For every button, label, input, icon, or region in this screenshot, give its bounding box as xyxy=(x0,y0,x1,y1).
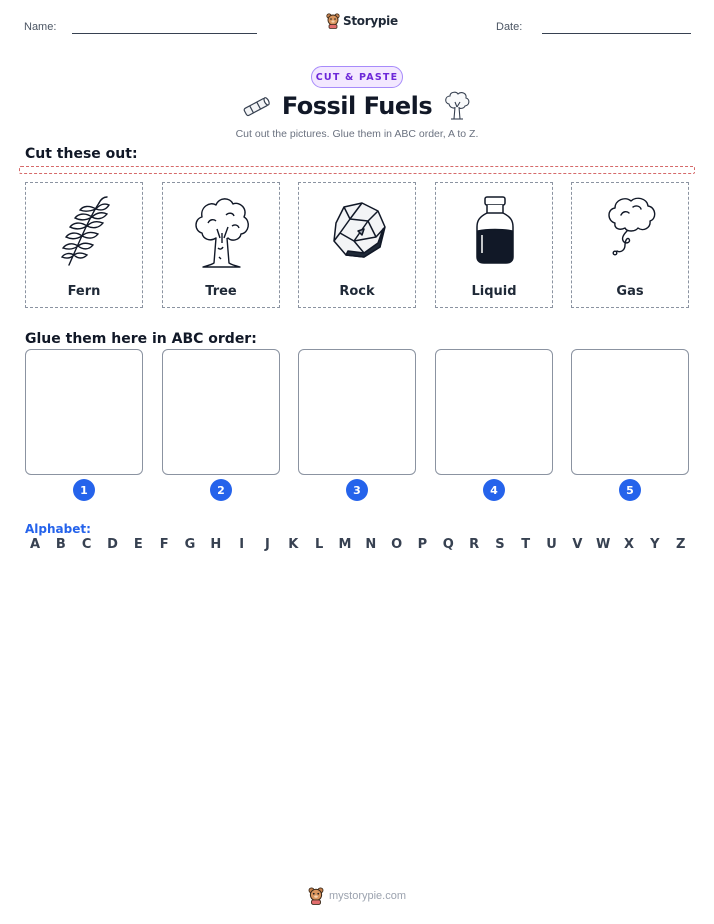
date-line[interactable] xyxy=(542,33,691,34)
footer xyxy=(308,887,406,905)
alphabet-letter: B xyxy=(55,537,66,552)
card-label-gas: Gas xyxy=(616,284,644,299)
alphabet-letter: P xyxy=(417,537,428,552)
number-badge-4: 4 xyxy=(483,479,505,501)
page-title: Fossil Fuels xyxy=(281,92,433,120)
tree-icon xyxy=(192,193,252,273)
alphabet-letter: R xyxy=(469,537,480,552)
number-badge-2: 2 xyxy=(210,479,232,501)
cut-card-rock[interactable] xyxy=(298,182,416,308)
bear-mascot-icon xyxy=(326,13,340,29)
card-label-tree: Tree xyxy=(205,284,237,299)
alphabet-letter: D xyxy=(107,537,118,552)
alphabet-letter: A xyxy=(29,537,41,552)
alphabet-letter: I xyxy=(239,537,245,552)
number-badge-3: 3 xyxy=(346,479,368,501)
alphabet-letter: V xyxy=(572,537,583,552)
alphabet-letter: J xyxy=(265,537,270,552)
alphabet-letter: G xyxy=(184,537,196,552)
gas-cloud-icon xyxy=(601,193,661,273)
cut-card-tree[interactable] xyxy=(162,182,280,308)
cut-card-fern[interactable] xyxy=(25,182,143,308)
cut-card-gas[interactable] xyxy=(571,182,689,308)
number-badge-5: 5 xyxy=(619,479,641,501)
number-badge-1: 1 xyxy=(73,479,95,501)
bear-mascot-icon xyxy=(308,887,324,905)
glue-box-2[interactable] xyxy=(162,349,280,475)
alphabet-letter: F xyxy=(159,537,169,552)
glue-heading: Glue them here in ABC order: xyxy=(25,331,257,347)
cut-heading: Cut these out: xyxy=(25,146,138,162)
alphabet-letter: K xyxy=(288,537,299,552)
fern-icon xyxy=(55,193,115,273)
alphabet-heading: Alphabet: xyxy=(25,522,91,536)
glue-box-1[interactable] xyxy=(25,349,143,475)
name-label: Name: xyxy=(24,21,57,33)
card-label-fern: Fern xyxy=(67,284,101,299)
rock-icon xyxy=(328,193,388,273)
card-label-liquid: Liquid xyxy=(471,284,517,299)
brand-logo xyxy=(326,13,398,29)
bottle-icon xyxy=(465,193,525,273)
cut-line xyxy=(19,166,695,174)
date-label: Date: xyxy=(496,21,523,33)
tree-small-icon xyxy=(443,90,471,122)
alphabet-letter: Z xyxy=(675,537,686,552)
alphabet-letter: M xyxy=(338,537,352,552)
alphabet-letter: W xyxy=(596,537,611,552)
instructions: Cut out the pictures. Glue them in ABC order, A to Z. xyxy=(235,128,479,140)
alphabet-letter: N xyxy=(365,537,377,552)
footer-url[interactable]: mystorypie.com xyxy=(329,890,407,902)
cut-card-liquid[interactable] xyxy=(435,182,553,308)
alphabet-letter: E xyxy=(133,537,143,552)
alphabet-letter: Q xyxy=(442,537,454,552)
alphabet-letter: H xyxy=(210,537,222,552)
alphabet-letter: L xyxy=(314,537,324,552)
alphabet-letter: S xyxy=(495,537,505,552)
alphabet-letter: C xyxy=(81,537,92,552)
alphabet-letter: O xyxy=(391,537,403,552)
glue-box-4[interactable] xyxy=(435,349,553,475)
alphabet-letter: Y xyxy=(650,537,660,552)
glue-box-3[interactable] xyxy=(298,349,416,475)
glue-box-5[interactable] xyxy=(571,349,689,475)
alphabet-letter: U xyxy=(546,537,557,552)
brand-name: Storypie xyxy=(343,14,398,28)
alphabet-letter: T xyxy=(521,537,531,552)
alphabet-row xyxy=(25,537,691,552)
card-label-rock: Rock xyxy=(339,284,375,299)
name-line[interactable] xyxy=(72,33,257,34)
activity-badge: CUT & PASTE xyxy=(311,66,403,88)
alphabet-letter: X xyxy=(624,537,635,552)
